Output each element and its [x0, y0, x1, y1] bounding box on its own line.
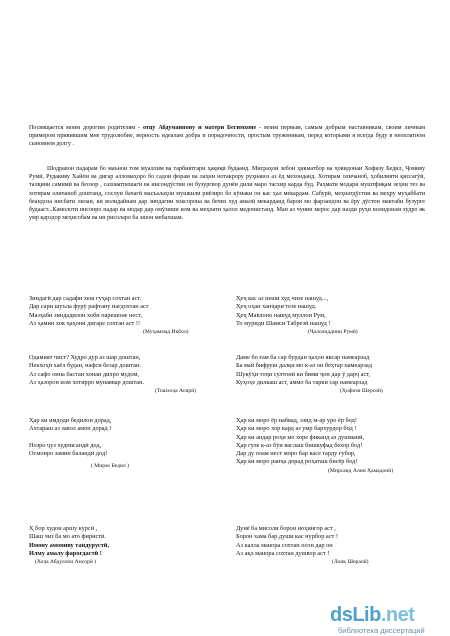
- poem-line: Мазҳаби зиндадилон хоби парешоне нест,: [29, 311, 143, 319]
- poem-line: Ҳар ки моро хор кард аз умр бархурдор бод !: [236, 425, 357, 433]
- poem-line: Шукӯҳи тоҷи султонӣ ки бими ҷон дар ӯ дарҷ аст,: [236, 370, 371, 378]
- poem-author: (Лоиқ Шералӣ): [332, 559, 369, 566]
- poem-line: Аз ақл манора сохтан душвор аст !: [236, 549, 330, 557]
- dslib-logo-tld: .net: [380, 604, 415, 626]
- poem-line: Зиндагӣ дар садафи хеш гуҳар сохтан аст.: [29, 295, 142, 302]
- poem-line: Имону амониву тандурустӣ,: [29, 541, 110, 549]
- dslib-logo-text: dsLib: [330, 604, 381, 626]
- poem-line: Ба май бифруш далқи мо к-аз он беҳтар намеарзад: [236, 362, 372, 370]
- poem-line: Шаш чиз ба мо ато фиристӣ.: [29, 533, 106, 541]
- poem-author: (Мирсаид Алии Ҳамадонӣ): [328, 467, 394, 474]
- intro-paragraph: Шодравон падарам бо маънои том муаллим ва тарбиятгари ҳақиқӣ будаанд. Мисраҳои зебои ҳикматбор ва ҷовидонаи Хофизу Бедил, Ҷомиву Румӣ, Рудакиву Хайём ва дигар алломаҳоро бо садои форам ва лаҳни нотакрору руҳнавоз аз ёд мехонданд. Хотирам оличаноб, ҳобилияти қиссагӯӣ, талқини самимӣ ва беозор , саховатпешагӣ ва инсондӯстии он бузургвор дунёи дили маро тасхир карда буд. Раҳмати модари муштфиқам зеҳни тез ва хотирам оличаноб доштанд, сослуи бачагӣ масъалаҳои мушкили риёзиро бо кӯмаки он кас ҳал мекардам. Сабурӣ, меҳнатдӯстии ва меҳру муҳаббати беандоза нисбати оилаи, ки волидайнам дар зиндагии хоксорона ва бечиз худ амалӣ мекарданд барои мо фарзандон ва ёру дӯстон мактаби бузурге будааст...Камолоти инсонро падар ва модар дар омӯзиши илм ва меҳнати ҳалол медонистанд. Ман аз чунин мерос дар назди руҳи волидонам худро як умр қарздор меҳисобам ва ин рисоларо ба эшон мебахшам.: [29, 166, 425, 222]
- poem-line: Ҳар ки моро ранҷа дорад роҳаташ бисёр бод!: [236, 458, 358, 466]
- dedication-paragraph: [29, 124, 425, 149]
- dedication-mother: матери Бегимхоне: [204, 125, 257, 131]
- poem-line: Ҳар гуле к-аз бӯи васлаш бишкуфад бехор бод!: [236, 441, 363, 449]
- poem-author: (Хоҷа Абдуллои Ансорӣ ): [35, 559, 97, 566]
- poem-1-left: [29, 295, 189, 336]
- poem-line: [29, 434, 129, 442]
- poem-1-right: [236, 295, 358, 336]
- poem-line: Ҳеҷ кас аз пеши худ чизе нашуд...,: [236, 295, 329, 302]
- poem-author: (Ҷалолиддини Румӣ): [308, 329, 358, 336]
- poem-line: Куҳоҳе дилкаш аст, аммо ба тарки сар намеарзад: [236, 378, 368, 386]
- poem-line: То муриди Шамси Табрезӣ нашуд !: [236, 319, 331, 327]
- poem-line: Илму амалу фароғдастӣ !: [29, 549, 102, 557]
- dslib-logo: [330, 604, 414, 627]
- poem-line: Одамият чист? Худро дур аз шар доштан,: [29, 354, 141, 361]
- poem-line: Дунё ба мисоли борон ноҳингор аст ,: [236, 525, 336, 532]
- poem-line: Ҳ бор худои аршу курсӣ ,: [29, 525, 98, 532]
- poem-line: Дар сари шуъла фурӯ рафтану нагдохтан аст: [29, 303, 149, 311]
- dslib-watermark[interactable]: [330, 604, 446, 634]
- poem-line: Ҳеҷ Мавлоно нашуд муллои Рум,: [236, 311, 326, 319]
- poem-4-left: [29, 525, 109, 566]
- dedication-father: отцу Абдуманнону: [142, 125, 196, 131]
- poem-author: (Ҳофизи Шерозӣ): [340, 388, 383, 395]
- poem-line: Ахтараш аз завол амон дорад !: [29, 425, 112, 433]
- poem-3-right: [236, 417, 393, 475]
- poem-line: Борон хама бар души кас нурбор аст !: [236, 533, 338, 541]
- dslib-subtitle: библиотека диссертаций: [338, 626, 425, 635]
- poem-line: Некхоҳӣ хаёл будан, нафси безар доштан.: [29, 362, 141, 370]
- poem-line: Аз сафо оина бастан хонаи дилро мудом,: [29, 370, 139, 378]
- poem-line: Аз калла манора сохтан осон дар он: [236, 541, 333, 549]
- poem-line: Ҳеҷ оҳан ханҷари тезе нашуд.: [236, 303, 317, 311]
- poem-line: Ҳар ки моро ёр набвад, эзид м-ар уро ёр бод!: [236, 417, 357, 424]
- poem-line: Даме бо ғам ба сар бурдан ҷаҳон яксар намеарзад: [236, 354, 370, 361]
- dedication-and: и: [195, 125, 205, 131]
- poem-4-right: [236, 525, 369, 566]
- poem-line: Осмонро замин баландӣ дод!: [29, 449, 108, 457]
- poem-line: Ҳар ки имдоди бедилон дорад,: [29, 417, 112, 424]
- dedication-prefix: Посвящается моим дорогим родителям -: [29, 125, 143, 131]
- poem-line: Нозро ҷуз худписандӣ дод,: [29, 441, 102, 449]
- poem-author: (Муҳаммад Иқбол): [143, 329, 189, 336]
- poem-3-left: [29, 417, 129, 470]
- poem-line: Дар ду олам нест моро бар касе гарду ғубор,: [236, 450, 356, 458]
- poem-line: Аз ҳамин хок ҷаҳони дигаре сохтан аст !!: [29, 319, 141, 327]
- poem-2-right: [236, 354, 383, 395]
- poem-author: (Тошхоҷа Асирӣ): [155, 388, 197, 395]
- poem-2-left: [29, 354, 196, 395]
- poem-line: Ҳар ки андар роҳи мо хоре фиканд аз душманӣ,: [236, 433, 365, 441]
- poem-author: ( Мирзо Бедил ): [91, 463, 129, 470]
- dedication-rest: - моим первым, самым добрым наставникам, своим личным примером привившим мне трудолюбие, верность идеалам добра и порядочности, простым труженикам, перед которыми я всегда буду в неоплатном сыновнем долгу .: [29, 125, 426, 148]
- poem-line: Аз ҳазорон илм хотирро мунаввар доштан.: [29, 378, 145, 386]
